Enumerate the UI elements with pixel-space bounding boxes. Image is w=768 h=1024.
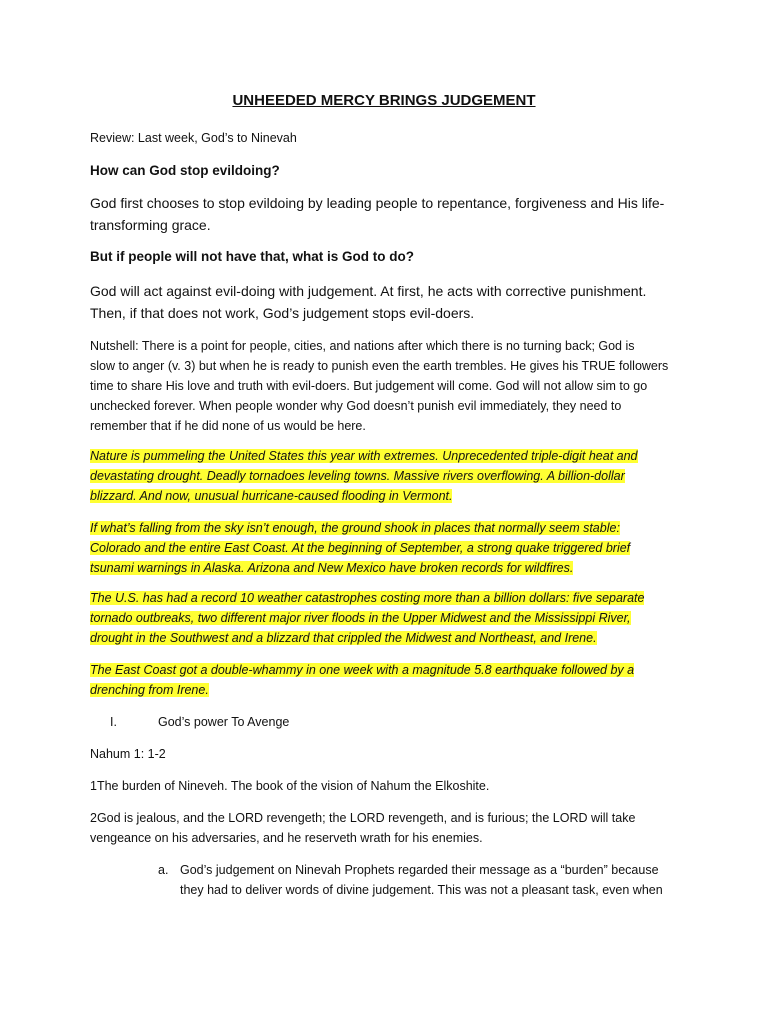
paragraph-repentance-line-2: transforming grace. <box>90 217 211 233</box>
highlight-4-line-1: The East Coast got a double-whammy in one week with a magnitude 5.8 earthquake followed by a <box>90 663 635 677</box>
verse-1: 1The burden of Nineveh. The book of the vision of Nahum the Elkoshite. <box>90 779 490 793</box>
highlight-3-line-2: tornado outbreaks, two different major river floods in the Upper Midwest and the Mississippi River, <box>90 611 631 625</box>
nutshell-line-1: Nutshell: There is a point for people, cities, and nations after which there is no turning back; God is <box>90 339 635 353</box>
verse-2-line-1: 2God is jealous, and the LORD revengeth; the LORD revengeth, and is furious; the LORD will take <box>90 811 636 825</box>
sub-point-a-line-2: they had to deliver words of divine judgement. This was not a pleasant task, even when <box>180 883 663 897</box>
highlight-3-line-1: The U.S. has had a record 10 weather catastrophes costing more than a billion dollars: five separate <box>90 591 645 605</box>
scripture-reference: Nahum 1: 1-2 <box>90 747 166 761</box>
nutshell-line-2: slow to anger (v. 3) but when he is ready to punish even the earth trembles. He gives his TRUE followers <box>90 359 669 373</box>
highlight-1-line-3: blizzard. And now, unusual hurricane-caused flooding in Vermont. <box>90 489 453 503</box>
nutshell-line-4: unchecked forever. When people wonder why God doesn’t punish evil immediately, they need to <box>90 399 622 413</box>
highlight-2-line-2: Colorado and the entire East Coast. At the beginning of September, a strong quake triggered brief <box>90 541 631 555</box>
outline-heading-1: God’s power To Avenge <box>158 715 290 729</box>
nutshell-line-5: remember that if he did none of us would be here. <box>90 419 366 433</box>
question-stop-evildoing: How can God stop evildoing? <box>90 163 280 178</box>
highlight-3-line-3: drought in the Southwest and a blizzard that crippled the Midwest and Northeast, and Irene. <box>90 631 597 645</box>
highlight-2-line-3: tsunami warnings in Alaska. Arizona and New Mexico have broken records for wildfires. <box>90 561 574 575</box>
sub-point-label-a: a. <box>158 863 169 877</box>
highlight-2-line-1: If what’s falling from the sky isn’t enough, the ground shook in places that normally seem stable: <box>90 521 620 535</box>
nutshell-line-3: time to share His love and truth with evil-doers. But judgement will come. God will not allow sim to go <box>90 379 648 393</box>
paragraph-judgement-line-1: God will act against evil-doing with judgement. At first, he acts with corrective punishment. <box>90 283 647 299</box>
question-what-to-do: But if people will not have that, what is God to do? <box>90 249 414 264</box>
paragraph-judgement-line-2: Then, if that does not work, God’s judgement stops evil-doers. <box>90 305 475 321</box>
sub-point-a-line-1: God’s judgement on Ninevah Prophets regarded their message as a “burden” because <box>180 863 659 877</box>
paragraph-repentance-line-1: God first chooses to stop evildoing by leading people to repentance, forgiveness and His life- <box>90 195 665 211</box>
highlight-4-line-2: drenching from Irene. <box>90 683 209 697</box>
outline-numeral-1: I. <box>110 715 117 729</box>
verse-2-line-2: vengeance on his adversaries, and he reserveth wrath for his enemies. <box>90 831 483 845</box>
highlight-1-line-2: devastating drought. Deadly tornadoes leveling towns. Massive rivers overflowing. A billion-dollar <box>90 469 625 483</box>
highlight-1-line-1: Nature is pummeling the United States this year with extremes. Unprecedented triple-digit heat and <box>90 449 638 463</box>
review-line: Review: Last week, God’s to Ninevah <box>90 131 297 145</box>
document-title: UNHEEDED MERCY BRINGS JUDGEMENT <box>232 92 536 109</box>
